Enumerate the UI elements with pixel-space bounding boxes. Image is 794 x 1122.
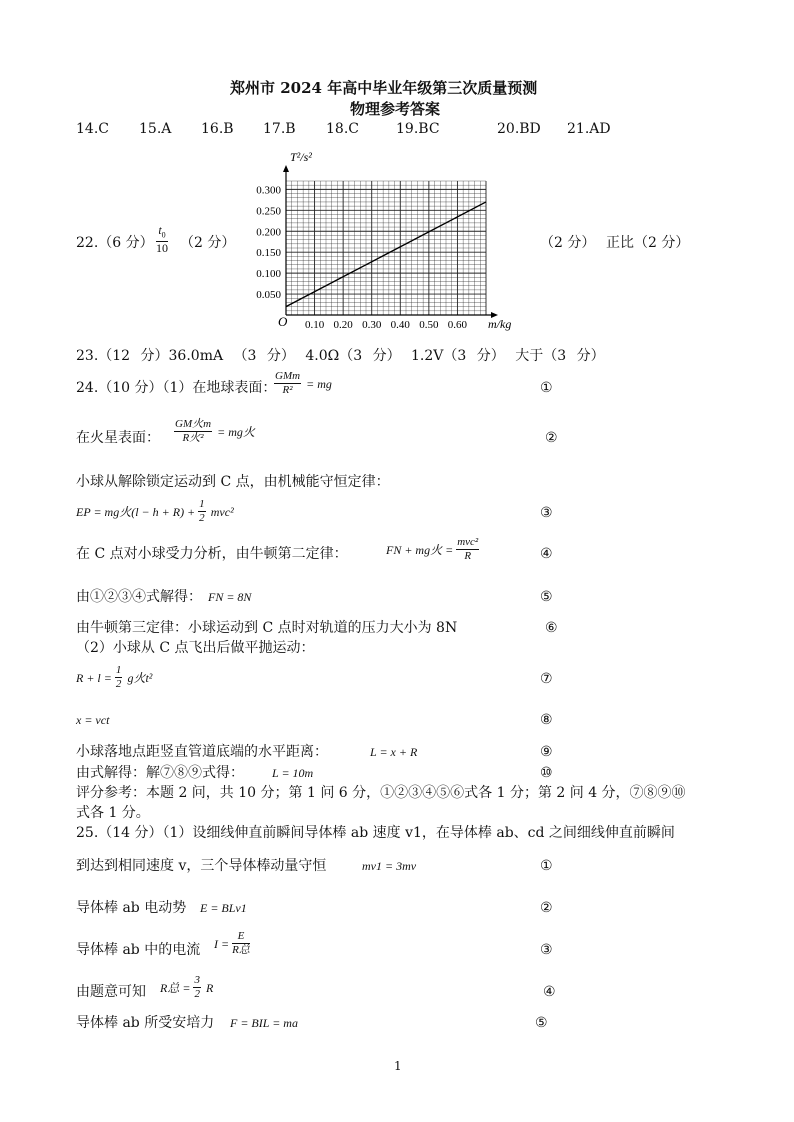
- eq-part: EP = mg火(l − h + R) +: [76, 505, 199, 519]
- eq-part: FN + mg火 =: [386, 543, 457, 557]
- eq-part: I =: [214, 937, 233, 951]
- y-tick-label: 0.150: [256, 247, 281, 260]
- q24-line3: 小球从解除锁定运动到 C 点，由机械能守恒定律：: [76, 474, 390, 490]
- frac-top: 3: [194, 974, 200, 986]
- x-tick-label: 0.20: [333, 319, 353, 331]
- q24-line12: 由式解得：解⑦⑧⑨式得：: [76, 765, 244, 781]
- q22-frac-top: t: [158, 223, 162, 237]
- q24-scoring-cont: 式各 1 分。: [76, 805, 150, 821]
- chart-x-axis-label: m/kg: [488, 317, 512, 331]
- y-tick-label: 0.300: [256, 184, 281, 197]
- y-tick-label: 0.050: [256, 289, 281, 302]
- q25-line6: 导体棒 ab 所受安培力: [76, 1015, 215, 1031]
- choice-answer: 17.B: [263, 121, 296, 137]
- frac-bot: 2: [115, 678, 122, 690]
- eq-number: ⑤: [535, 1015, 548, 1031]
- eq-rhs: = mg: [306, 377, 332, 391]
- q24-eq10: L = 10m: [272, 766, 314, 780]
- q25-line1: 25.（14 分）（1）设细线伸直前瞬间导体棒 ab 速度 v1，在导体棒 ab、cd 之间细线伸直前瞬间: [76, 825, 675, 841]
- x-tick-label: 0.50: [419, 319, 439, 331]
- chart-axes: [283, 165, 498, 318]
- y-tick-label: 0.200: [256, 226, 281, 239]
- frac-top: mvc²: [457, 536, 479, 548]
- q24-eq4: [386, 536, 479, 563]
- q25-eq4: [160, 974, 213, 1001]
- page-title: 郑州市 2024 年高中毕业年级第三次质量预测: [230, 79, 538, 97]
- fit-line: [286, 202, 486, 307]
- eq-part: mvc²: [210, 505, 234, 519]
- eq-part: g火t²: [127, 671, 153, 685]
- eq-number: ⑨: [540, 744, 553, 760]
- y-tick-label: 0.250: [256, 205, 281, 218]
- q25-line4: 导体棒 ab 中的电流: [76, 942, 201, 958]
- q24-line1: 24.（10 分）（1）在地球表面：: [76, 380, 277, 396]
- eq-number: ②: [545, 430, 558, 446]
- q24-eq1: [274, 370, 332, 397]
- x-tick-label: 0.60: [447, 319, 468, 331]
- chart-y-axis-label: T²/s²: [290, 150, 312, 164]
- frac-top: GM火m: [175, 418, 212, 430]
- x-tick-label: 0.10: [304, 319, 325, 331]
- q22-score2: （2 分）: [540, 235, 596, 251]
- q25-eq3: [214, 930, 250, 957]
- q24-line5: 在 C 点对小球受力分析，由牛顿第二定律：: [76, 546, 348, 562]
- choice-answer: 14.C: [76, 121, 109, 137]
- frac-top: E: [232, 930, 250, 944]
- y-tick-label: 0.100: [256, 268, 281, 281]
- chart-series: [286, 202, 486, 307]
- q24-line2: 在火星表面：: [76, 430, 160, 446]
- eq-number: ⑦: [540, 671, 553, 687]
- q22-fraction: [156, 224, 168, 255]
- frac-bot: R: [464, 550, 472, 562]
- chart-grid: [286, 181, 486, 315]
- choice-answer: 15.A: [139, 121, 172, 137]
- q25-eq2: E = BLv1: [200, 901, 247, 915]
- frac-bot: 2: [199, 512, 205, 524]
- eq-number: ⑩: [540, 765, 553, 781]
- q22-label: 22.（6 分）: [76, 235, 154, 251]
- frac-bot: R火²: [182, 432, 204, 444]
- eq-part: R + l =: [76, 671, 115, 685]
- q24-line8: （2）小球从 C 点飞出后做平抛运动：: [76, 640, 315, 656]
- choice-answer: 20.BD: [497, 121, 541, 137]
- q25-line3: 导体棒 ab 电动势: [76, 900, 187, 916]
- eq-number: ③: [540, 505, 553, 521]
- q25-line5: 由题意可知: [76, 984, 146, 1000]
- eq-part: R总 =: [160, 981, 194, 995]
- eq-number: ⑥: [545, 620, 558, 636]
- eq-number: ①: [540, 380, 553, 396]
- q22-frac-bot: 10: [156, 241, 168, 256]
- frac-bot: R总: [232, 944, 250, 956]
- t2-vs-m-chart: [240, 145, 520, 340]
- q24-eq5: FN = 8N: [208, 590, 252, 604]
- q24-eq8: x = vct: [76, 713, 110, 727]
- choice-answer: 21.AD: [567, 121, 611, 137]
- q24-line6: 由①②③④式解得：: [76, 589, 202, 605]
- chart-tick-labels: [256, 184, 467, 331]
- choice-answer: 16.B: [201, 121, 234, 137]
- q24-eq3: [76, 498, 234, 525]
- q23-answer: 23.（12 分）36.0mA （3 分） 4.0Ω（3 分） 1.2V（3 分） 大于（3 分）: [76, 348, 605, 364]
- x-tick-label: 0.40: [390, 319, 410, 331]
- eq-number: ③: [540, 942, 553, 958]
- choice-answers: [76, 121, 696, 139]
- eq-rhs: = mg火: [217, 425, 255, 439]
- page-subtitle: 物理参考答案: [350, 100, 441, 118]
- eq-part: R: [206, 981, 214, 995]
- eq-number: ⑧: [540, 712, 553, 728]
- frac-bot: 2: [194, 988, 200, 1000]
- q24-eq2: [174, 418, 255, 445]
- frac-top: 1: [115, 664, 122, 676]
- q25-line2: 到达到相同速度 v，三个导体棒动量守恒: [76, 858, 327, 874]
- choice-answer: 19.BC: [396, 121, 440, 137]
- q24-scoring: 评分参考：本题 2 问，共 10 分；第 1 问 6 分，①②③④⑤⑥式各 1 分；第 2 问 4 分，⑦⑧⑨⑩: [76, 785, 686, 801]
- x-tick-label: 0.30: [362, 319, 382, 331]
- q24-line11: 小球落地点距竖直管道底端的水平距离：: [76, 744, 328, 760]
- q22-score1: （2 分）: [180, 235, 236, 251]
- q24-eq9: L = x + R: [370, 745, 418, 759]
- eq-number: ②: [540, 900, 553, 916]
- q24-eq7: [76, 664, 152, 691]
- page-number: 1: [394, 1059, 402, 1073]
- q22-answer: 正比（2 分）: [606, 235, 690, 251]
- frac-top: 1: [199, 498, 205, 510]
- frac-bot: R²: [282, 384, 293, 396]
- eq-number: ④: [540, 546, 553, 562]
- q22-frac-top-sub: 0: [161, 230, 166, 240]
- eq-number: ①: [540, 858, 553, 874]
- frac-top: GMm: [275, 370, 301, 382]
- choice-answer: 18.C: [326, 121, 359, 137]
- q25-eq1: mv1 = 3mv: [362, 859, 417, 873]
- chart-origin-label: O: [278, 314, 288, 329]
- eq-number: ④: [543, 984, 556, 1000]
- eq-number: ⑤: [540, 589, 553, 605]
- q25-eq5: F = BIL = ma: [230, 1016, 298, 1030]
- q24-line7: 由牛顿第三定律：小球运动到 C 点时对轨道的压力大小为 8N: [76, 620, 458, 636]
- y-axis-arrow: [283, 165, 289, 172]
